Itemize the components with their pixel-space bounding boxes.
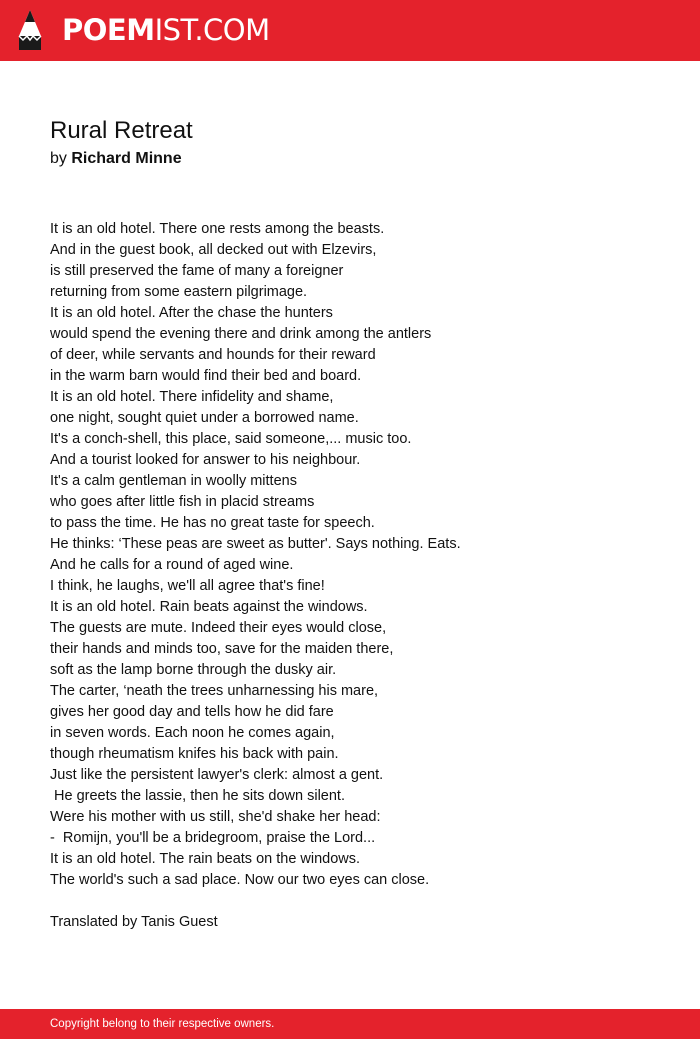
poem-line: would spend the evening there and drink among the antlers <box>50 326 432 342</box>
poem-line: to pass the time. He has no great taste for speech. <box>50 515 375 531</box>
site-footer <box>0 1009 700 1039</box>
poem-line: He greets the lassie, then he sits down silent. <box>50 788 345 804</box>
poem-line: It is an old hotel. There one rests among the beasts. <box>50 221 385 237</box>
poem-line: Were his mother with us still, she'd shake her head: <box>50 809 381 825</box>
poem-line: though rheumatism knifes his back with pain. <box>50 746 339 762</box>
logo-light-text: IST.COM <box>154 13 270 47</box>
poem-line: soft as the lamp borne through the dusky air. <box>50 662 337 678</box>
pencil-logo-icon[interactable] <box>18 9 42 51</box>
poem-line: is still preserved the fame of many a foreigner <box>50 263 344 279</box>
poem-line: It's a calm gentleman in woolly mittens <box>50 473 297 489</box>
poem-line: - Romijn, you'll be a bridegroom, praise the Lord... <box>50 830 376 846</box>
poem-line: in seven words. Each noon he comes again, <box>50 725 335 741</box>
poem-line: who goes after little fish in placid streams <box>50 494 315 510</box>
poem-line: one night, sought quiet under a borrowed name. <box>50 410 359 426</box>
poem-line: of deer, while servants and hounds for their reward <box>50 347 376 363</box>
poem-line: It is an old hotel. Rain beats against the windows. <box>50 599 368 615</box>
poem-line: The carter, ‘neath the trees unharnessing his mare, <box>50 683 379 699</box>
poem-line: It is an old hotel. There infidelity and shame, <box>50 389 334 405</box>
poem-line: He thinks: ‘These peas are sweet as butter'. Says nothing. Eats. <box>50 536 461 552</box>
poem-line: And he calls for a round of aged wine. <box>50 557 294 573</box>
poem-line: It is an old hotel. The rain beats on the windows. <box>50 851 361 867</box>
poem-title: Rural Retreat <box>50 117 193 144</box>
poem-line: Just like the persistent lawyer's clerk: almost a gent. <box>50 767 384 783</box>
poem-line: And in the guest book, all decked out with Elzevirs, <box>50 242 377 258</box>
copyright-notice: Copyright belong to their respective owners. <box>50 1018 275 1030</box>
logo-bold-text: POEM <box>62 13 155 47</box>
site-logo[interactable] <box>62 12 270 48</box>
poem-line: And a tourist looked for answer to his neighbour. <box>50 452 361 468</box>
poem-line: returning from some eastern pilgrimage. <box>50 284 308 300</box>
translator-credit: Translated by Tanis Guest <box>50 914 218 930</box>
site-header <box>0 0 700 61</box>
poem-line: gives her good day and tells how he did fare <box>50 704 334 720</box>
poem-line: their hands and minds too, save for the maiden there, <box>50 641 394 657</box>
poem-line: The world's such a sad place. Now our two eyes can close. <box>50 872 430 888</box>
author-name: Richard Minne <box>71 150 182 167</box>
poem-line: The guests are mute. Indeed their eyes would close, <box>50 620 387 636</box>
poem-line: in the warm barn would find their bed and board. <box>50 368 362 384</box>
poem-line: It's a conch-shell, this place, said someone,... music too. <box>50 431 412 447</box>
poem-line: It is an old hotel. After the chase the hunters <box>50 305 333 321</box>
poem-body <box>50 219 670 891</box>
byline <box>50 149 182 169</box>
poem-line: I think, he laughs, we'll all agree that's fine! <box>50 578 325 594</box>
by-label: by <box>50 150 67 167</box>
